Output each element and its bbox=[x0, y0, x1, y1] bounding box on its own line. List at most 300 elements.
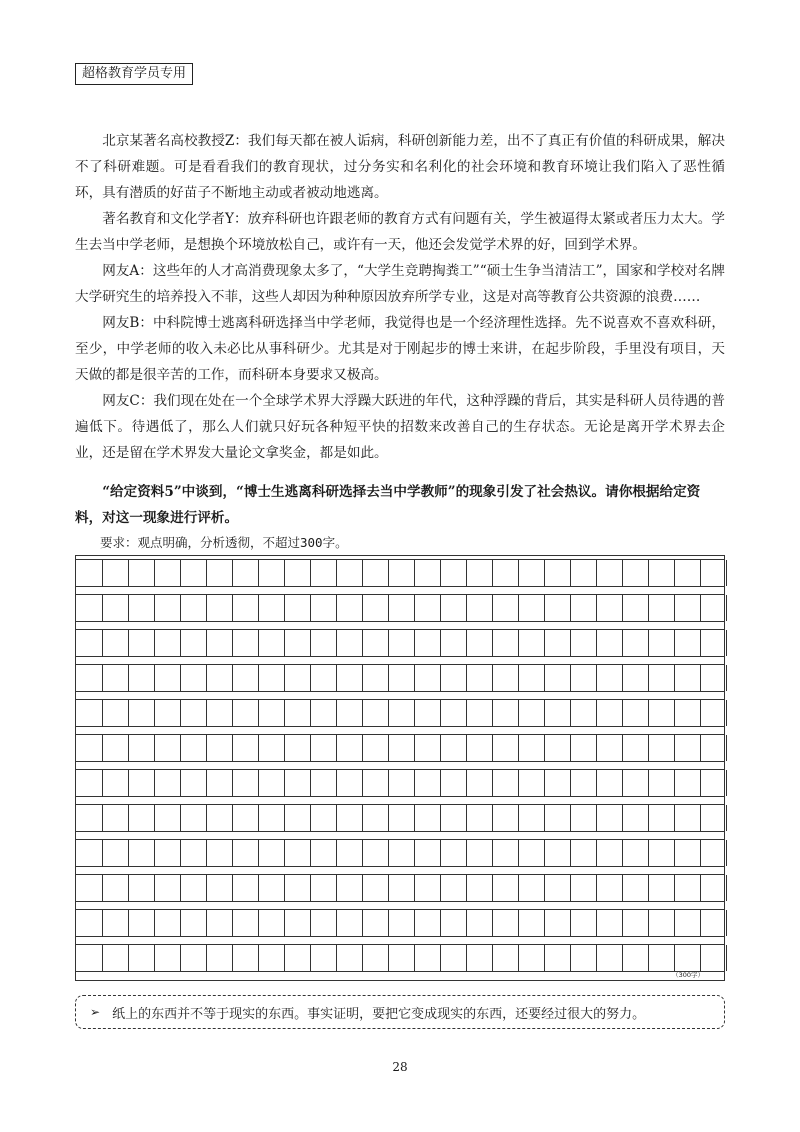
grid-cell[interactable] bbox=[76, 665, 103, 691]
grid-cell[interactable] bbox=[648, 595, 675, 621]
grid-cell[interactable] bbox=[154, 945, 181, 971]
grid-cell[interactable] bbox=[258, 700, 285, 726]
grid-cell[interactable] bbox=[154, 875, 181, 901]
grid-cell[interactable] bbox=[284, 910, 311, 936]
grid-cell[interactable] bbox=[388, 595, 415, 621]
grid-cell[interactable] bbox=[154, 840, 181, 866]
grid-cell[interactable] bbox=[492, 595, 519, 621]
grid-cell[interactable] bbox=[622, 560, 649, 586]
grid-cell[interactable] bbox=[232, 700, 259, 726]
grid-cell[interactable] bbox=[466, 735, 493, 761]
grid-cell[interactable] bbox=[518, 805, 545, 831]
grid-cell[interactable] bbox=[674, 910, 701, 936]
grid-cell[interactable] bbox=[388, 805, 415, 831]
grid-cell[interactable] bbox=[362, 945, 389, 971]
grid-cell[interactable] bbox=[362, 665, 389, 691]
grid-cell[interactable] bbox=[128, 735, 155, 761]
grid-cell[interactable] bbox=[336, 770, 363, 796]
grid-cell[interactable] bbox=[102, 560, 129, 586]
grid-cell[interactable] bbox=[258, 805, 285, 831]
grid-cell[interactable] bbox=[466, 595, 493, 621]
grid-cell[interactable] bbox=[674, 805, 701, 831]
grid-cell[interactable] bbox=[622, 770, 649, 796]
grid-cell[interactable] bbox=[388, 700, 415, 726]
grid-cell[interactable] bbox=[518, 840, 545, 866]
grid-cell[interactable] bbox=[674, 560, 701, 586]
grid-cell[interactable] bbox=[154, 595, 181, 621]
grid-cell[interactable] bbox=[284, 945, 311, 971]
grid-cell[interactable] bbox=[544, 910, 571, 936]
grid-cell[interactable] bbox=[544, 770, 571, 796]
grid-cell[interactable] bbox=[570, 910, 597, 936]
grid-cell[interactable] bbox=[258, 665, 285, 691]
grid-cell[interactable] bbox=[492, 770, 519, 796]
grid-cell[interactable] bbox=[518, 770, 545, 796]
grid-cell[interactable] bbox=[102, 630, 129, 656]
grid-cell[interactable] bbox=[648, 840, 675, 866]
grid-cell[interactable] bbox=[232, 910, 259, 936]
grid-cell[interactable] bbox=[232, 840, 259, 866]
grid-cell[interactable] bbox=[362, 735, 389, 761]
grid-cell[interactable] bbox=[310, 630, 337, 656]
grid-cell[interactable] bbox=[700, 595, 727, 621]
grid-cell[interactable] bbox=[180, 665, 207, 691]
grid-cell[interactable] bbox=[284, 630, 311, 656]
grid-cell[interactable] bbox=[336, 910, 363, 936]
grid-cell[interactable] bbox=[102, 770, 129, 796]
grid-cell[interactable] bbox=[232, 875, 259, 901]
grid-cell[interactable] bbox=[76, 840, 103, 866]
grid-cell[interactable] bbox=[492, 840, 519, 866]
grid-cell[interactable] bbox=[362, 700, 389, 726]
grid-cell[interactable] bbox=[180, 805, 207, 831]
grid-cell[interactable] bbox=[258, 630, 285, 656]
grid-cell[interactable] bbox=[284, 560, 311, 586]
grid-cell[interactable] bbox=[362, 560, 389, 586]
grid-cell[interactable] bbox=[466, 875, 493, 901]
grid-cell[interactable] bbox=[622, 630, 649, 656]
grid-cell[interactable] bbox=[414, 875, 441, 901]
grid-cell[interactable] bbox=[492, 875, 519, 901]
grid-cell[interactable] bbox=[232, 735, 259, 761]
grid-cell[interactable] bbox=[466, 665, 493, 691]
grid-cell[interactable] bbox=[544, 665, 571, 691]
grid-cell[interactable] bbox=[544, 945, 571, 971]
grid-cell[interactable] bbox=[440, 595, 467, 621]
grid-cell[interactable] bbox=[388, 840, 415, 866]
grid-cell[interactable] bbox=[310, 700, 337, 726]
grid-cell[interactable] bbox=[128, 665, 155, 691]
grid-cell[interactable] bbox=[414, 595, 441, 621]
grid-cell[interactable] bbox=[544, 805, 571, 831]
grid-cell[interactable] bbox=[440, 805, 467, 831]
grid-cell[interactable] bbox=[414, 945, 441, 971]
grid-cell[interactable] bbox=[518, 735, 545, 761]
grid-cell[interactable] bbox=[310, 560, 337, 586]
grid-cell[interactable] bbox=[700, 910, 727, 936]
grid-cell[interactable] bbox=[544, 595, 571, 621]
grid-cell[interactable] bbox=[258, 840, 285, 866]
grid-cell[interactable] bbox=[700, 875, 727, 901]
grid-cell[interactable] bbox=[258, 560, 285, 586]
grid-cell[interactable] bbox=[232, 560, 259, 586]
grid-cell[interactable] bbox=[674, 595, 701, 621]
grid-cell[interactable] bbox=[284, 665, 311, 691]
grid-cell[interactable] bbox=[128, 875, 155, 901]
grid-cell[interactable] bbox=[596, 945, 623, 971]
grid-cell[interactable] bbox=[648, 630, 675, 656]
grid-cell[interactable] bbox=[648, 910, 675, 936]
grid-cell[interactable] bbox=[440, 700, 467, 726]
grid-cell[interactable] bbox=[674, 630, 701, 656]
grid-cell[interactable] bbox=[700, 945, 727, 971]
grid-cell[interactable] bbox=[388, 735, 415, 761]
grid-cell[interactable] bbox=[154, 665, 181, 691]
grid-cell[interactable] bbox=[466, 805, 493, 831]
grid-cell[interactable] bbox=[232, 595, 259, 621]
grid-cell[interactable] bbox=[492, 945, 519, 971]
grid-cell[interactable] bbox=[492, 560, 519, 586]
grid-cell[interactable] bbox=[128, 770, 155, 796]
grid-cell[interactable] bbox=[518, 630, 545, 656]
grid-cell[interactable] bbox=[518, 595, 545, 621]
grid-cell[interactable] bbox=[206, 840, 233, 866]
grid-cell[interactable] bbox=[206, 700, 233, 726]
grid-cell[interactable] bbox=[622, 840, 649, 866]
grid-cell[interactable] bbox=[674, 840, 701, 866]
grid-cell[interactable] bbox=[388, 560, 415, 586]
grid-cell[interactable] bbox=[180, 630, 207, 656]
grid-cell[interactable] bbox=[284, 700, 311, 726]
grid-cell[interactable] bbox=[310, 735, 337, 761]
grid-cell[interactable] bbox=[414, 700, 441, 726]
grid-cell[interactable] bbox=[544, 560, 571, 586]
grid-cell[interactable] bbox=[596, 595, 623, 621]
grid-cell[interactable] bbox=[648, 735, 675, 761]
grid-cell[interactable] bbox=[622, 910, 649, 936]
grid-cell[interactable] bbox=[466, 700, 493, 726]
grid-cell[interactable] bbox=[180, 910, 207, 936]
grid-cell[interactable] bbox=[154, 700, 181, 726]
grid-cell[interactable] bbox=[700, 630, 727, 656]
grid-cell[interactable] bbox=[596, 735, 623, 761]
grid-cell[interactable] bbox=[570, 630, 597, 656]
grid-cell[interactable] bbox=[622, 735, 649, 761]
grid-cell[interactable] bbox=[258, 945, 285, 971]
grid-cell[interactable] bbox=[102, 735, 129, 761]
grid-cell[interactable] bbox=[674, 700, 701, 726]
grid-cell[interactable] bbox=[648, 665, 675, 691]
grid-cell[interactable] bbox=[310, 805, 337, 831]
grid-cell[interactable] bbox=[180, 595, 207, 621]
grid-cell[interactable] bbox=[128, 560, 155, 586]
grid-cell[interactable] bbox=[570, 840, 597, 866]
grid-cell[interactable] bbox=[102, 945, 129, 971]
grid-cell[interactable] bbox=[596, 840, 623, 866]
grid-cell[interactable] bbox=[102, 665, 129, 691]
grid-cell[interactable] bbox=[310, 910, 337, 936]
grid-cell[interactable] bbox=[336, 840, 363, 866]
grid-cell[interactable] bbox=[180, 875, 207, 901]
grid-cell[interactable] bbox=[440, 630, 467, 656]
grid-cell[interactable] bbox=[388, 770, 415, 796]
grid-cell[interactable] bbox=[596, 770, 623, 796]
grid-cell[interactable] bbox=[518, 945, 545, 971]
grid-cell[interactable] bbox=[258, 735, 285, 761]
grid-cell[interactable] bbox=[76, 560, 103, 586]
grid-cell[interactable] bbox=[336, 735, 363, 761]
grid-cell[interactable] bbox=[544, 630, 571, 656]
grid-cell[interactable] bbox=[128, 840, 155, 866]
grid-cell[interactable] bbox=[440, 910, 467, 936]
grid-cell[interactable] bbox=[466, 770, 493, 796]
grid-cell[interactable] bbox=[102, 595, 129, 621]
grid-cell[interactable] bbox=[336, 560, 363, 586]
grid-cell[interactable] bbox=[440, 945, 467, 971]
grid-cell[interactable] bbox=[206, 805, 233, 831]
grid-cell[interactable] bbox=[336, 805, 363, 831]
grid-cell[interactable] bbox=[154, 910, 181, 936]
grid-cell[interactable] bbox=[570, 595, 597, 621]
grid-cell[interactable] bbox=[570, 735, 597, 761]
grid-cell[interactable] bbox=[570, 945, 597, 971]
grid-cell[interactable] bbox=[648, 560, 675, 586]
grid-cell[interactable] bbox=[206, 595, 233, 621]
grid-cell[interactable] bbox=[414, 560, 441, 586]
grid-cell[interactable] bbox=[570, 560, 597, 586]
grid-cell[interactable] bbox=[440, 875, 467, 901]
grid-cell[interactable] bbox=[362, 840, 389, 866]
grid-cell[interactable] bbox=[232, 805, 259, 831]
grid-cell[interactable] bbox=[284, 875, 311, 901]
grid-cell[interactable] bbox=[440, 735, 467, 761]
grid-cell[interactable] bbox=[362, 805, 389, 831]
grid-cell[interactable] bbox=[154, 735, 181, 761]
grid-cell[interactable] bbox=[180, 840, 207, 866]
grid-cell[interactable] bbox=[310, 770, 337, 796]
grid-cell[interactable] bbox=[206, 945, 233, 971]
grid-cell[interactable] bbox=[700, 700, 727, 726]
grid-cell[interactable] bbox=[388, 945, 415, 971]
grid-cell[interactable] bbox=[336, 595, 363, 621]
grid-cell[interactable] bbox=[76, 875, 103, 901]
grid-cell[interactable] bbox=[648, 700, 675, 726]
grid-cell[interactable] bbox=[258, 595, 285, 621]
grid-cell[interactable] bbox=[232, 630, 259, 656]
grid-cell[interactable] bbox=[700, 840, 727, 866]
grid-cell[interactable] bbox=[76, 700, 103, 726]
grid-cell[interactable] bbox=[232, 770, 259, 796]
grid-cell[interactable] bbox=[206, 630, 233, 656]
answer-grid[interactable] bbox=[75, 555, 725, 981]
grid-cell[interactable] bbox=[492, 665, 519, 691]
grid-cell[interactable] bbox=[76, 595, 103, 621]
grid-cell[interactable] bbox=[596, 630, 623, 656]
grid-cell[interactable] bbox=[544, 840, 571, 866]
grid-cell[interactable] bbox=[154, 560, 181, 586]
grid-cell[interactable] bbox=[648, 945, 675, 971]
grid-cell[interactable] bbox=[258, 770, 285, 796]
grid-cell[interactable] bbox=[154, 805, 181, 831]
grid-cell[interactable] bbox=[128, 805, 155, 831]
grid-cell[interactable] bbox=[622, 945, 649, 971]
grid-cell[interactable] bbox=[102, 805, 129, 831]
grid-cell[interactable] bbox=[76, 910, 103, 936]
grid-cell[interactable] bbox=[154, 770, 181, 796]
grid-cell[interactable] bbox=[258, 910, 285, 936]
grid-cell[interactable] bbox=[284, 805, 311, 831]
grid-cell[interactable] bbox=[544, 700, 571, 726]
grid-cell[interactable] bbox=[622, 665, 649, 691]
grid-cell[interactable] bbox=[76, 770, 103, 796]
grid-cell[interactable] bbox=[102, 910, 129, 936]
grid-cell[interactable] bbox=[622, 805, 649, 831]
grid-cell[interactable] bbox=[596, 560, 623, 586]
grid-cell[interactable] bbox=[596, 910, 623, 936]
grid-cell[interactable] bbox=[284, 595, 311, 621]
grid-cell[interactable] bbox=[700, 735, 727, 761]
grid-cell[interactable] bbox=[310, 945, 337, 971]
grid-cell[interactable] bbox=[622, 595, 649, 621]
grid-cell[interactable] bbox=[76, 735, 103, 761]
grid-cell[interactable] bbox=[336, 945, 363, 971]
grid-cell[interactable] bbox=[128, 595, 155, 621]
grid-cell[interactable] bbox=[492, 805, 519, 831]
grid-cell[interactable] bbox=[492, 910, 519, 936]
grid-cell[interactable] bbox=[180, 735, 207, 761]
grid-cell[interactable] bbox=[700, 560, 727, 586]
grid-cell[interactable] bbox=[414, 840, 441, 866]
grid-cell[interactable] bbox=[310, 875, 337, 901]
grid-cell[interactable] bbox=[466, 630, 493, 656]
grid-cell[interactable] bbox=[466, 560, 493, 586]
grid-cell[interactable] bbox=[206, 735, 233, 761]
grid-cell[interactable] bbox=[336, 875, 363, 901]
grid-cell[interactable] bbox=[414, 805, 441, 831]
grid-cell[interactable] bbox=[388, 665, 415, 691]
grid-cell[interactable] bbox=[310, 595, 337, 621]
grid-cell[interactable] bbox=[362, 770, 389, 796]
grid-cell[interactable] bbox=[180, 770, 207, 796]
grid-cell[interactable] bbox=[570, 805, 597, 831]
grid-cell[interactable] bbox=[310, 840, 337, 866]
grid-cell[interactable] bbox=[414, 910, 441, 936]
grid-cell[interactable] bbox=[102, 700, 129, 726]
grid-cell[interactable] bbox=[232, 945, 259, 971]
grid-cell[interactable] bbox=[544, 875, 571, 901]
grid-cell[interactable] bbox=[518, 560, 545, 586]
grid-cell[interactable] bbox=[570, 875, 597, 901]
grid-cell[interactable] bbox=[284, 840, 311, 866]
grid-cell[interactable] bbox=[180, 700, 207, 726]
grid-cell[interactable] bbox=[570, 770, 597, 796]
grid-cell[interactable] bbox=[180, 560, 207, 586]
grid-cell[interactable] bbox=[674, 945, 701, 971]
grid-cell[interactable] bbox=[362, 595, 389, 621]
grid-cell[interactable] bbox=[466, 840, 493, 866]
grid-cell[interactable] bbox=[414, 770, 441, 796]
grid-cell[interactable] bbox=[362, 630, 389, 656]
grid-cell[interactable] bbox=[388, 630, 415, 656]
grid-cell[interactable] bbox=[388, 875, 415, 901]
grid-cell[interactable] bbox=[466, 910, 493, 936]
grid-cell[interactable] bbox=[362, 910, 389, 936]
grid-cell[interactable] bbox=[674, 875, 701, 901]
grid-cell[interactable] bbox=[76, 630, 103, 656]
grid-cell[interactable] bbox=[518, 875, 545, 901]
grid-cell[interactable] bbox=[700, 805, 727, 831]
grid-cell[interactable] bbox=[596, 665, 623, 691]
grid-cell[interactable] bbox=[596, 875, 623, 901]
grid-cell[interactable] bbox=[154, 630, 181, 656]
grid-cell[interactable] bbox=[544, 735, 571, 761]
grid-cell[interactable] bbox=[206, 875, 233, 901]
grid-cell[interactable] bbox=[518, 910, 545, 936]
grid-cell[interactable] bbox=[700, 770, 727, 796]
grid-cell[interactable] bbox=[284, 770, 311, 796]
grid-cell[interactable] bbox=[570, 665, 597, 691]
grid-cell[interactable] bbox=[674, 665, 701, 691]
grid-cell[interactable] bbox=[388, 910, 415, 936]
grid-cell[interactable] bbox=[648, 875, 675, 901]
grid-cell[interactable] bbox=[700, 665, 727, 691]
grid-cell[interactable] bbox=[232, 665, 259, 691]
grid-cell[interactable] bbox=[414, 735, 441, 761]
grid-cell[interactable] bbox=[648, 770, 675, 796]
grid-cell[interactable] bbox=[128, 630, 155, 656]
grid-cell[interactable] bbox=[622, 875, 649, 901]
grid-cell[interactable] bbox=[76, 945, 103, 971]
grid-cell[interactable] bbox=[596, 700, 623, 726]
grid-cell[interactable] bbox=[440, 840, 467, 866]
grid-cell[interactable] bbox=[284, 735, 311, 761]
grid-cell[interactable] bbox=[440, 665, 467, 691]
grid-cell[interactable] bbox=[414, 665, 441, 691]
grid-cell[interactable] bbox=[102, 840, 129, 866]
grid-cell[interactable] bbox=[310, 665, 337, 691]
grid-cell[interactable] bbox=[674, 770, 701, 796]
grid-cell[interactable] bbox=[128, 910, 155, 936]
grid-cell[interactable] bbox=[336, 665, 363, 691]
grid-cell[interactable] bbox=[206, 770, 233, 796]
grid-cell[interactable] bbox=[440, 560, 467, 586]
grid-cell[interactable] bbox=[206, 665, 233, 691]
grid-cell[interactable] bbox=[76, 805, 103, 831]
grid-cell[interactable] bbox=[492, 630, 519, 656]
grid-cell[interactable] bbox=[466, 945, 493, 971]
grid-cell[interactable] bbox=[258, 875, 285, 901]
grid-cell[interactable] bbox=[674, 735, 701, 761]
grid-cell[interactable] bbox=[102, 875, 129, 901]
grid-cell[interactable] bbox=[570, 700, 597, 726]
grid-cell[interactable] bbox=[440, 770, 467, 796]
grid-cell[interactable] bbox=[648, 805, 675, 831]
grid-cell[interactable] bbox=[362, 875, 389, 901]
grid-cell[interactable] bbox=[336, 700, 363, 726]
grid-cell[interactable] bbox=[336, 630, 363, 656]
grid-cell[interactable] bbox=[180, 945, 207, 971]
grid-cell[interactable] bbox=[518, 665, 545, 691]
grid-cell[interactable] bbox=[596, 805, 623, 831]
grid-cell[interactable] bbox=[622, 700, 649, 726]
grid-cell[interactable] bbox=[492, 735, 519, 761]
grid-cell[interactable] bbox=[128, 945, 155, 971]
grid-cell[interactable] bbox=[518, 700, 545, 726]
grid-cell[interactable] bbox=[206, 560, 233, 586]
grid-cell[interactable] bbox=[414, 630, 441, 656]
grid-cell[interactable] bbox=[128, 700, 155, 726]
grid-cell[interactable] bbox=[492, 700, 519, 726]
